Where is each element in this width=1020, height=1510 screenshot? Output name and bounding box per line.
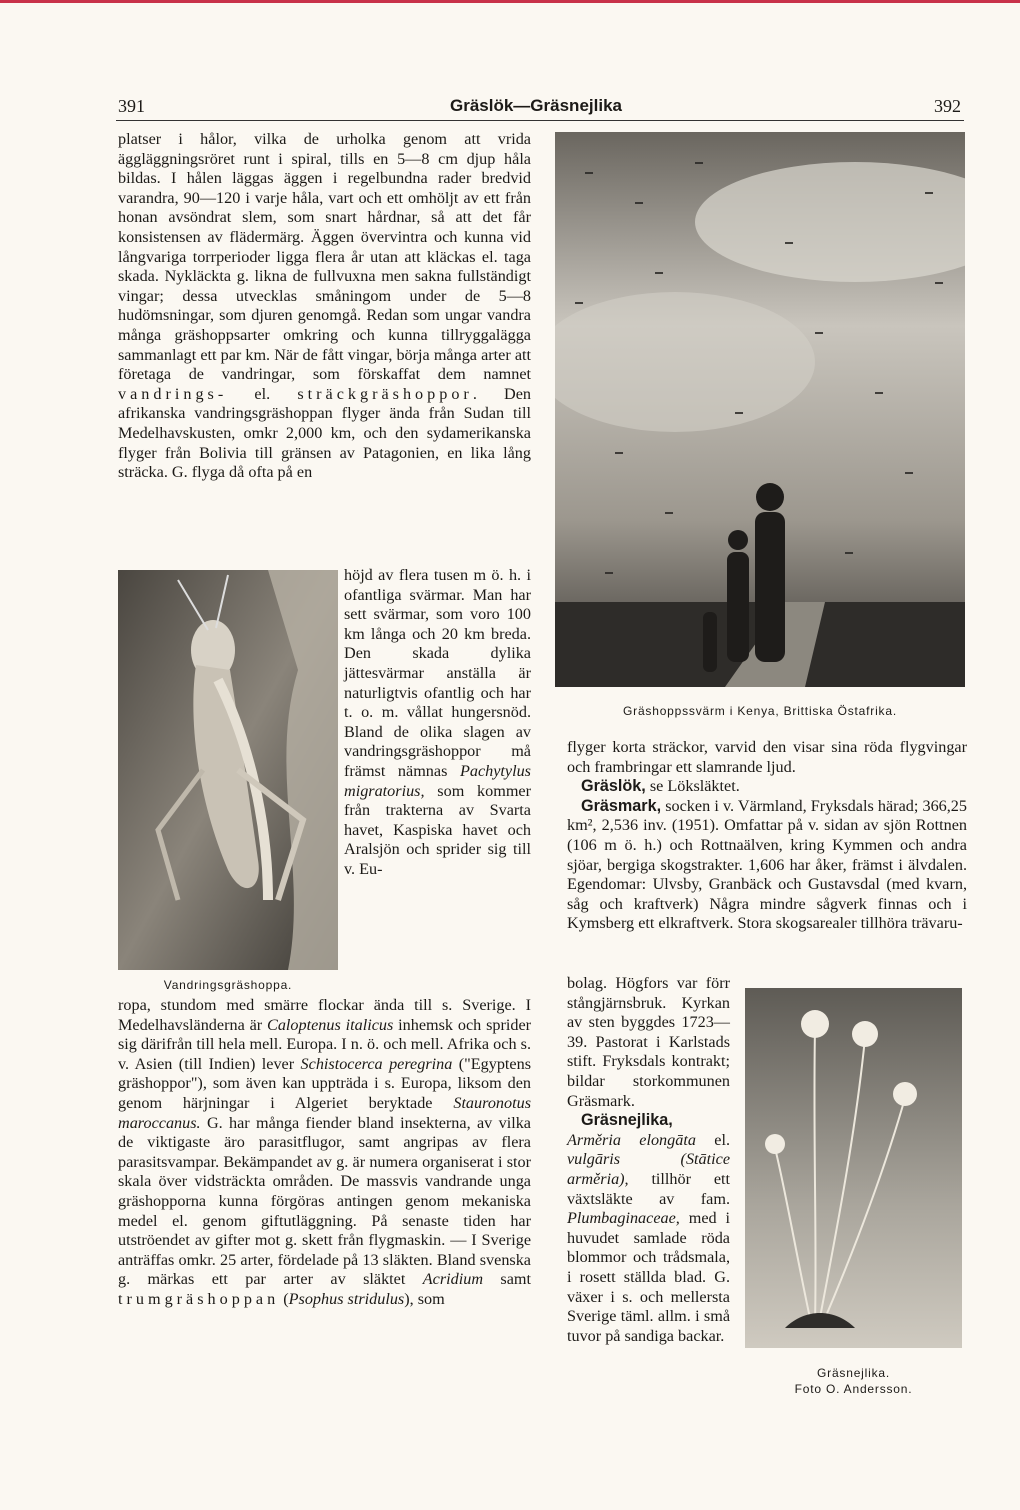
article-text-right-top [567,738,967,934]
text-run: ( [283,1289,289,1308]
species-name: Arměria elongāta [567,1130,696,1149]
species-name: Psophus stridulus [288,1289,405,1308]
species-name: Pachytylus migratorius, [344,761,531,800]
top-edge-rule [0,0,1020,3]
caption-flower-credit: Foto O. Andersson. [794,1382,913,1396]
text-run: se Löksläktet. [649,777,740,796]
grasshopper-photo [118,570,338,970]
spaced-term: trumgräshoppan [118,1289,280,1308]
text-run: G. har många fiender bland insekterna, av vilka de viktigaste äro parasitflugor, samt angripas av flera parasitsvampar. Bekämpandet av g. är numera organiserat i stor skala över vidsträckta områden. De massvis vandrande unga gräshopporna kunna förgöras antingen genom mekaniska medel el. genom giftutläggning. På senaste tiden har utströendet av gifter mot g. skett från flygmaskin. — I Sverige anträffas omkr. 25 arter, fördelade på 13 släkten. Bland svenska g. märkas ett par arter av släktet [118,1113,531,1289]
article-text-right-side [567,974,730,1346]
text-run: ("Egyptens gräshoppor"), som även kan uppträda i s. Europa, liksom den genom härjningar i Algeriet beryktade [118,1054,531,1112]
page-number-left: 391 [118,96,145,116]
thrift-flower-photo [745,988,962,1348]
caption-flower-title: Gräsnejlika. [817,1366,890,1380]
text-run: . Den afrikanska vandringsgräshoppan flyger ända från Sudan till Medelhavskusten, omkr 2,000 km, och den sydamerikanska flyger från Bolivia till gränsen av Patagonien, en lika lång sträcka. G. flyga då ofta på en [118,384,532,482]
text-run: el. [714,1130,730,1149]
text-run: ), som [404,1289,445,1308]
family-name: Plumbaginaceae, [567,1209,680,1228]
species-name: Stauronotus maroccanus. [118,1093,531,1132]
article-text-left-mid [344,566,531,880]
text-run: med i huvudet samlade röda blommor och trådsmala, i rosett ställda blad. G. växer i s. och mellersta Sverige täml. allm. i små tuvor på sandiga backar. [567,1209,730,1345]
text-run: ropa, stundom med smärre flockar ända till s. Sverige. I Medelhavsländerna är [118,996,531,1034]
caption-grasshopper: Vandringsgräshoppa. [163,978,293,992]
text-run: bolag. Högfors var förr stångjärnsbruk. Kyrkan av sten byggdes 1723—39. Pastorat i Karlstads stift. Fryksdals kontrakt; bildar storkommunen Gräsmark. [567,974,730,1110]
flower-illustration [745,988,962,1348]
species-name: vulgāris (Stātice arměria), [567,1150,730,1188]
text-run: platser i hålor, vilka de urholka genom att vrida äggläggningsröret runt i spiral, tills en 5—8 cm djup håla bildas. I hålen läggas äggen i regelbundna rader bredvid varandra, 90—120 i varje håla, vart och ett omhöljt av ett från honan avsöndrat slem, som snart hårdnar, så att det får konsistensen av flädermärg. Äggen övervintra och kunna vid långvariga torrperioder ligga flera år utan att kläckas el. taga skada. Nykläckta g. likna de fullvuxna men sakna fullständigt vingar; dessa utvecklas småningom under de 5—8 hudömsningar, som djuren genomgå. Redan som ungar vandra många gräshoppsarter omkring och kunna tillryggalägga sammanlagt ett par km. När de fått vingar, börja många arter att företaga de vandringar, som förskaffat dem namnet [118,130,531,384]
text-run: samt [500,1270,531,1289]
grasshopper-illustration [118,570,338,970]
locust-swarm-photo [555,132,965,687]
page-number-right: 392 [934,96,961,116]
genus-name: Acridium [422,1270,484,1289]
headword-grasmark: Gräsmark, [581,796,662,815]
swarm-illustration [555,132,965,687]
running-head: Gräslök—Gräsnejlika [450,96,622,115]
headword-graslok: Gräslök, [581,777,646,796]
text-run: höjd av flera tusen m ö. h. i ofantliga svärmar. Man har sett svärmar, som voro 100 km långa och 20 km breda. Den skada dylika jättesvärmar anställa är naturligtvis ofantlig och har t. o. m. vållat hungersnöd. Bland de olika slagen av vandringsgräshoppor må främst nämnas [344,566,531,780]
text-run: socken i v. Värmland, Fryksdals härad; 366,25 km², 2,536 inv. (1951). Omfattar på v. sidan av sjön Rottnen (106 m ö. h.) och Rottnaälven, kring Kymmen och andra sjöar, bergiga skogstrakter. 1,606 har åker, främst i älvdalen. Egendomar: Ulvsby, Granbäck och Gustavsdal (med kvarn, såg och kraftverk) Några mindre sågverk finnas och i Kymsberg ett elkraftverk. Stora skogsarealer tillhöra trävaru- [567,796,967,933]
caption-swarm: Gräshoppssvärm i Kenya, Brittiska Östafrika. [623,704,897,718]
headword-grasnejlika: Gräsnejlika, [581,1111,673,1130]
article-text-left-top [118,130,531,483]
text-run: som kommer från trakterna av Svarta havet, Kaspiska havet och Aralsjön och sprider sig till v. Eu- [344,781,531,878]
text-run: tillhör ett växtsläkte av fam. [567,1169,731,1208]
species-name: Schistocerca peregrina [300,1054,453,1073]
text-run: el. [254,384,271,403]
article-text-left-bottom [118,996,531,1310]
spaced-term: vandrings- [118,384,228,403]
text-run: flyger korta sträckor, varvid den visar sina röda flygvingar och frambringar ett slamrande ljud. [567,738,967,776]
text-run: inhemsk och sprider sig därifrån till hela mell. Europa. I n. ö. och mell. Afrika och s. v. Asien (till Indien) lever [118,1015,532,1073]
spaced-term: sträckgräshoppor [297,384,473,403]
species-name: Caloptenus italicus [267,1015,394,1034]
header-rule [116,120,964,121]
